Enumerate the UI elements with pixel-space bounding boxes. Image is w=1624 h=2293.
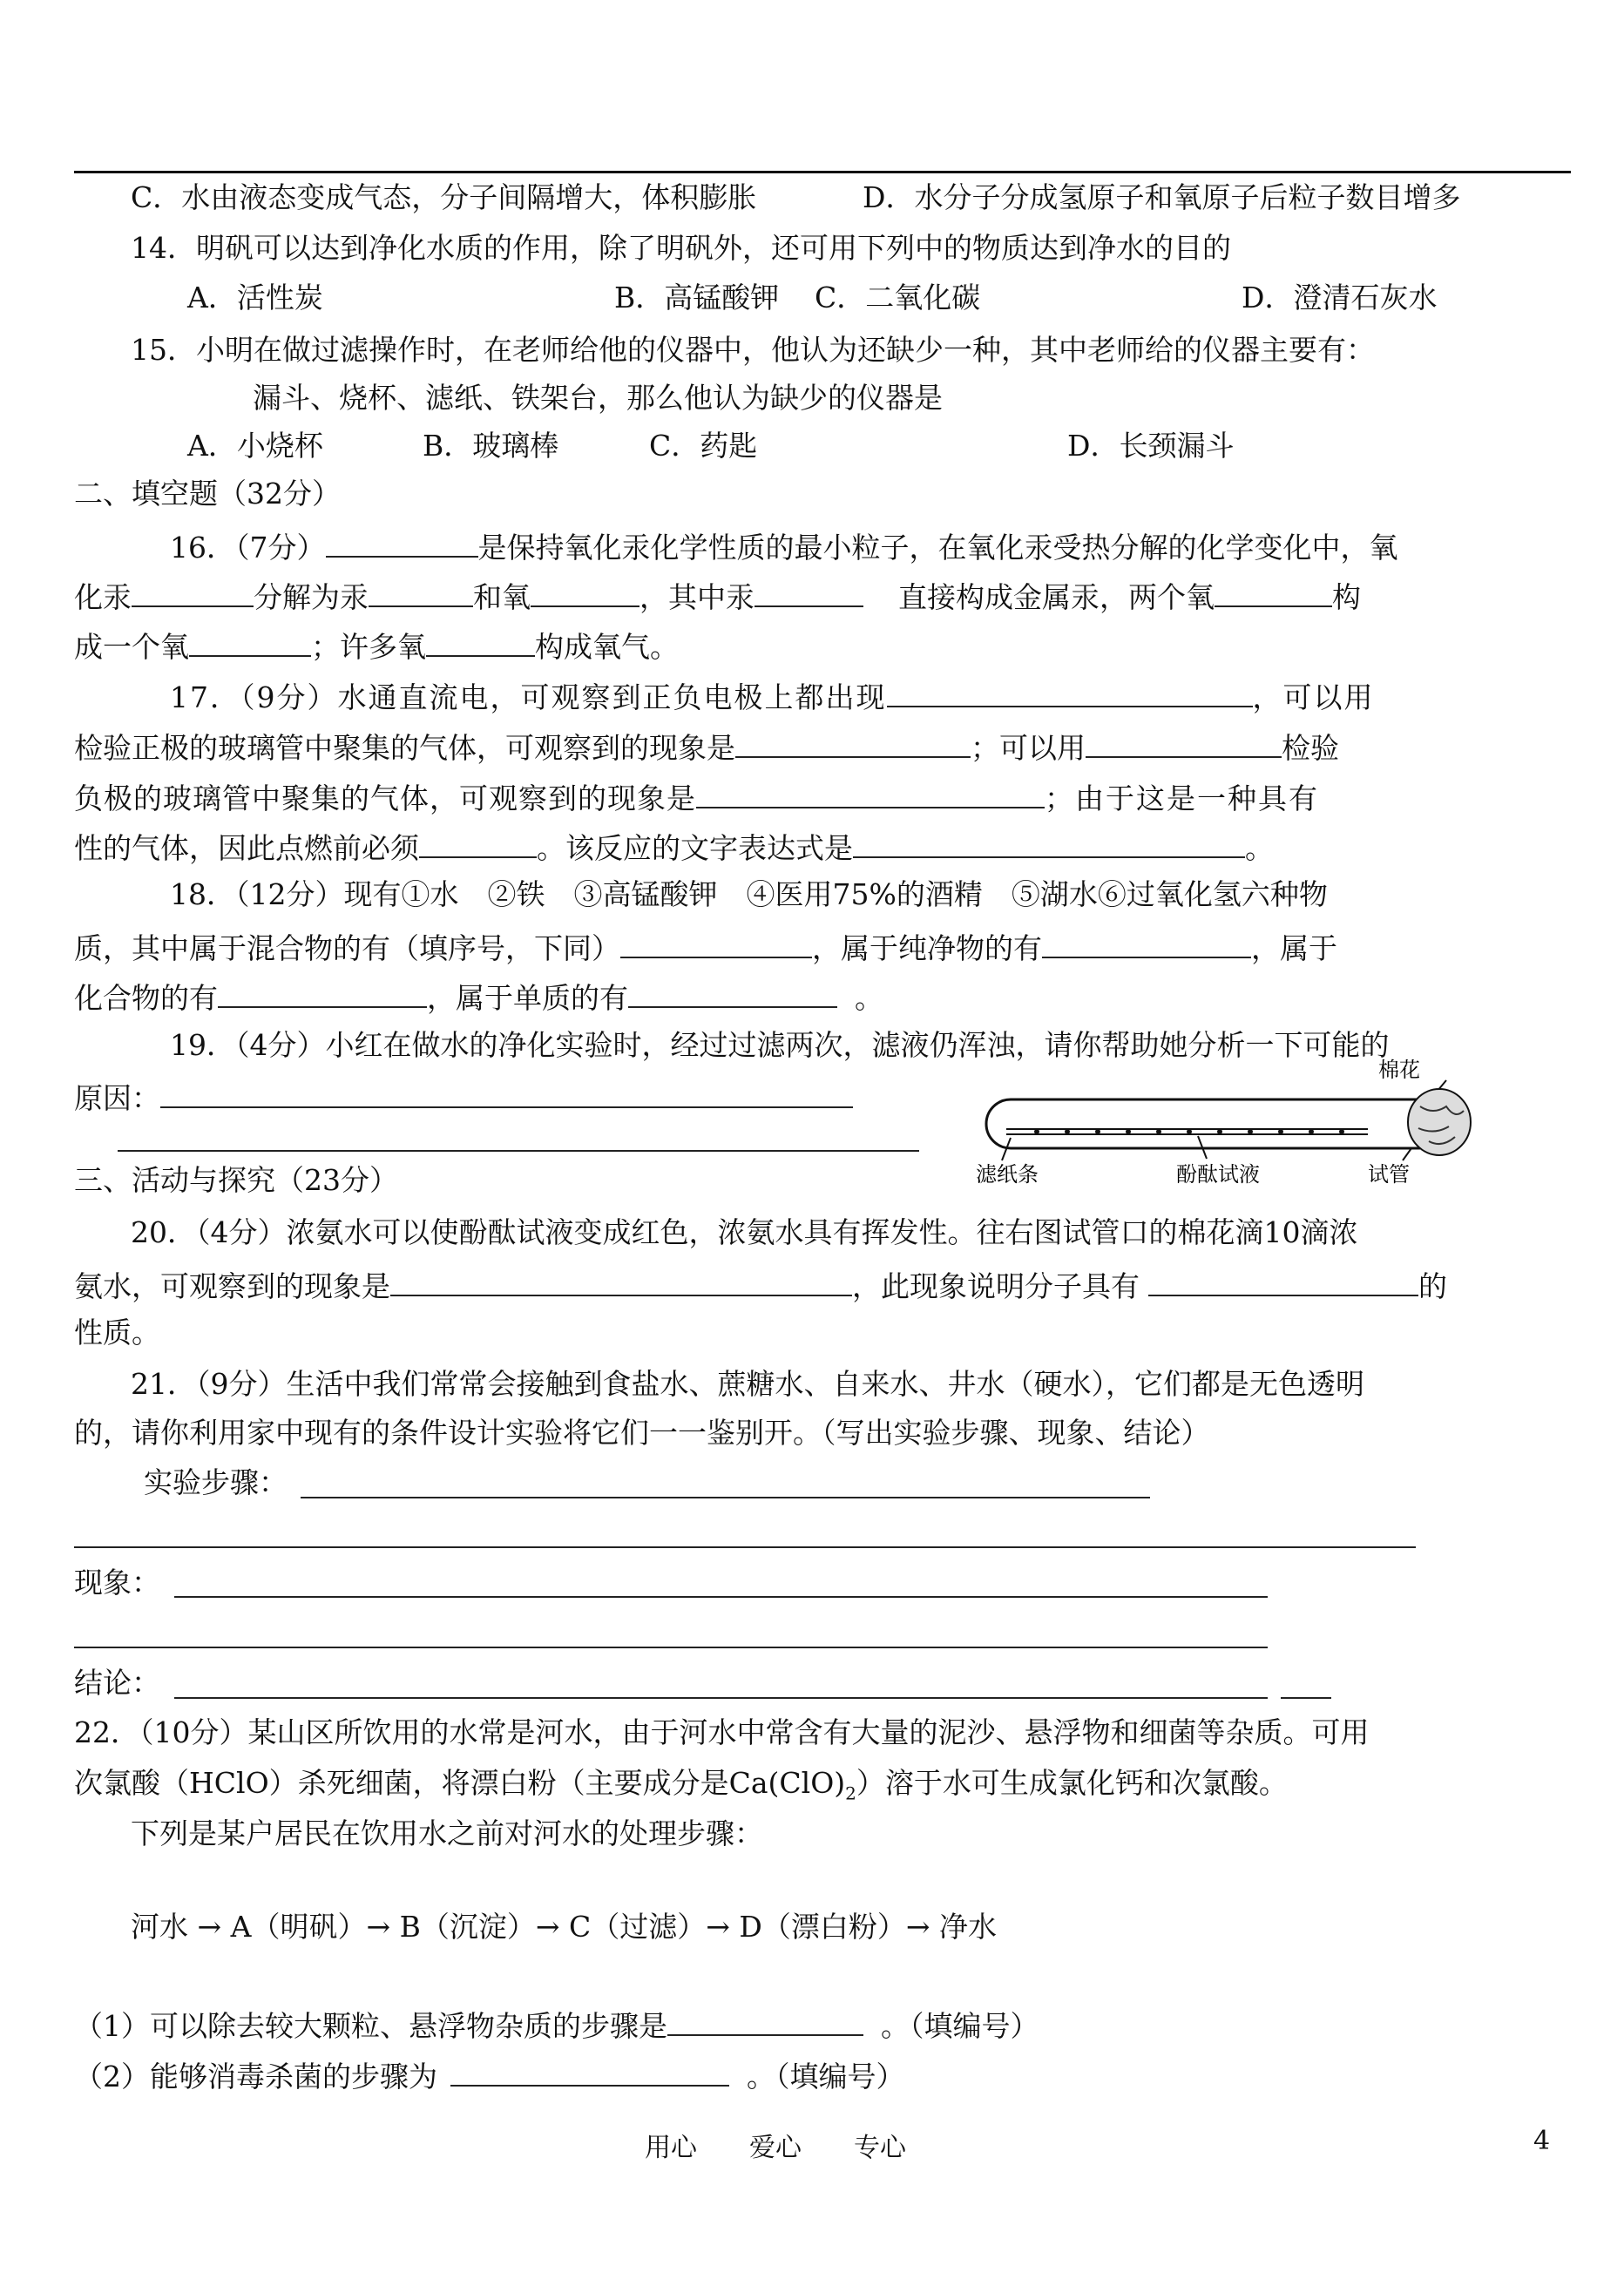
q21-steps-blank-2[interactable] [74, 1546, 1416, 1548]
test-tube-figure [958, 1054, 1481, 1185]
q16-line-3: 成一个氧 ；许多氧 构成氧气。 [74, 630, 679, 664]
q19-line-2: 原因： [74, 1080, 853, 1113]
q18-blank-4[interactable] [628, 980, 837, 1008]
q17-blank-2[interactable] [735, 730, 971, 758]
q17-blank-5[interactable] [419, 830, 537, 858]
q20-blank-1[interactable] [390, 1268, 852, 1296]
q13-option-d: D．水分子分成氢原子和氧原子后粒子数目增多 [863, 180, 1461, 214]
figure-label-cotton: 棉花 [1378, 1058, 1420, 1082]
q21-steps-label: 实验步骤： [144, 1465, 288, 1499]
q16-blank-1[interactable] [326, 530, 478, 558]
q15-stem: 15．小明在做过滤操作时，在老师给他的仪器中，他认为还缺少一种，其中老师给的仪器主要有： [131, 333, 1375, 367]
q22-line-3: 下列是某户居民在饮用水之前对河水的处理步骤： [131, 1816, 763, 1850]
figure-label-test-tube: 试管 [1368, 1162, 1410, 1185]
q18-blank-1[interactable] [620, 930, 812, 958]
q18-blank-2[interactable] [1042, 930, 1251, 958]
q16-line-2: 化汞 分解为汞 和氧 ，其中汞 直接构成金属汞，两个氧 构 [74, 580, 1361, 614]
cotton-plug [1408, 1089, 1471, 1155]
q22-line-1: 22．（10分）某山区所饮用的水常是河水，由于河水中常含有大量的泥沙、悬浮物和细菌等杂质。可用 [74, 1715, 1370, 1749]
page-number: 4 [1533, 2126, 1551, 2156]
q14-option-b: B．高锰酸钾 [614, 281, 780, 315]
q19-blank-1[interactable] [160, 1080, 853, 1108]
q20-line-1: 20．（4分）浓氨水可以使酚酞试液变成红色，浓氨水具有挥发性。往右图试管口的棉花滴10滴浓 [131, 1215, 1358, 1249]
footer-motto: 用心 爱心 专心 [645, 2133, 906, 2163]
figure-label-phenolphthalein: 酚酞试液 [1176, 1162, 1260, 1185]
q16-blank-5[interactable] [754, 579, 863, 607]
figure-label-filter-paper: 滤纸条 [976, 1162, 1039, 1185]
q13-option-c: C．水由液态变成气态，分子间隔增大，体积膨胀 [131, 180, 757, 214]
q17-blank-6[interactable] [853, 830, 1245, 858]
q21-phenomenon-label: 现象： [74, 1566, 160, 1600]
q14-stem: 14．明矾可以达到净化水质的作用，除了明矾外，还可用下列中的物质达到净水的目的 [131, 231, 1231, 265]
q19-line-1: 19．（4分）小红在做水的净化实验时，经过过滤两次，滤液仍浑浊，请你帮助她分析一下可能的 [170, 1028, 1390, 1062]
q17-blank-1[interactable] [887, 680, 1253, 707]
q21-line-1: 21．（9分）生活中我们常常会接触到食盐水、蔗糖水、自来水、井水（硬水），它们都是无色透明 [131, 1367, 1364, 1401]
q22-blank-2[interactable] [450, 2059, 729, 2087]
q17-blank-4[interactable] [696, 781, 1045, 808]
q22-sub-1: （1）可以除去较大颗粒、悬浮物杂质的步骤是 。（填编号） [74, 2009, 1039, 2043]
q22-blank-1[interactable] [667, 2008, 863, 2036]
q22-process-flow: 河水 → A（明矾）→ B（沉淀）→ C（过滤）→ D（漂白粉）→ 净水 [131, 1910, 997, 1944]
q21-conclusion-blank-1[interactable] [174, 1697, 1268, 1699]
q19-blank-2[interactable] [118, 1150, 919, 1152]
q15-option-a: A．小烧杯 [187, 429, 323, 463]
q22-line-2: 次氯酸（HClO）杀死细菌，将漂白粉（主要成分是$Ca(ClO)_2$）溶于水可生成氯化钙和次氯酸。 [74, 1766, 1288, 1804]
q20-line-3: 性质。 [74, 1316, 160, 1349]
q14-option-a: A．活性炭 [187, 281, 323, 315]
q20-line-2: 氨水，可观察到的现象是 ，此现象说明分子具有 的 [74, 1269, 1447, 1303]
q16-blank-4[interactable] [531, 579, 639, 607]
q17-line-3: 负极的玻璃管中聚集的气体，可观察到的现象是 ；由于这是一种具有 [74, 781, 1319, 815]
q21-conclusion-label: 结论： [74, 1666, 160, 1700]
q21-steps-blank-1[interactable] [301, 1497, 1150, 1498]
q15-option-b: B．玻璃棒 [423, 429, 559, 463]
q20-blank-2[interactable] [1148, 1268, 1418, 1296]
q15-option-c: C．药匙 [649, 429, 758, 463]
q16-blank-7[interactable] [189, 629, 311, 657]
q21-line-2: 的，请你利用家中现有的条件设计实验将它们一一鉴别开。（写出实验步骤、现象、结论） [74, 1416, 1210, 1450]
q16-blank-6[interactable] [1215, 579, 1332, 607]
q17-line-2: 检验正极的玻璃管中聚集的气体，可观察到的现象是 ；可以用 检验 [74, 731, 1339, 765]
q14-option-d: D．澄清石灰水 [1242, 281, 1438, 315]
q14-option-c: C．二氧化碳 [815, 281, 981, 315]
q17-blank-3[interactable] [1086, 730, 1282, 758]
q18-blank-3[interactable] [218, 980, 427, 1008]
section-3-title: 三、活动与探究（23分） [74, 1163, 398, 1197]
q16-blank-8[interactable] [426, 629, 535, 657]
section-2-title: 二、填空题（32分） [74, 477, 341, 511]
q21-phenomenon-blank-1[interactable] [174, 1596, 1268, 1598]
q18-line-2: 质，其中属于混合物的有（填序号，下同） ，属于纯净物的有 ，属于 [74, 931, 1337, 965]
q17-line-1: 17．（9分）水通直流电，可观察到正负电极上都出现 ，可以用 [170, 680, 1375, 714]
q16-line-1: 16．（7分） 是保持氧化汞化学性质的最小粒子，在氧化汞受热分解的化学变化中，氧 [170, 531, 1398, 565]
q16-blank-3[interactable] [369, 579, 473, 607]
q16-blank-2[interactable] [132, 579, 254, 607]
q22-sub-2: （2）能够消毒杀菌的步骤为 。（填编号） [74, 2060, 905, 2093]
q21-phenomenon-blank-2[interactable] [74, 1647, 1268, 1648]
q15-option-d: D．长颈漏斗 [1067, 429, 1235, 463]
q17-line-4: 性的气体，因此点燃前必须 。该反应的文字表达式是 。 [74, 831, 1274, 865]
q18-line-3: 化合物的有 ，属于单质的有 。 [74, 981, 883, 1015]
header-rule [74, 171, 1571, 173]
q15-stem-cont: 漏斗、烧杯、滤纸、铁架台，那么他认为缺少的仪器是 [253, 381, 943, 415]
q18-line-1: 18．（12分）现有①水 ②铁 ③高锰酸钾 ④医用75%的酒精 ⑤湖水⑥过氧化氢六种物 [170, 877, 1328, 911]
q21-conclusion-blank-2[interactable] [1281, 1697, 1331, 1699]
